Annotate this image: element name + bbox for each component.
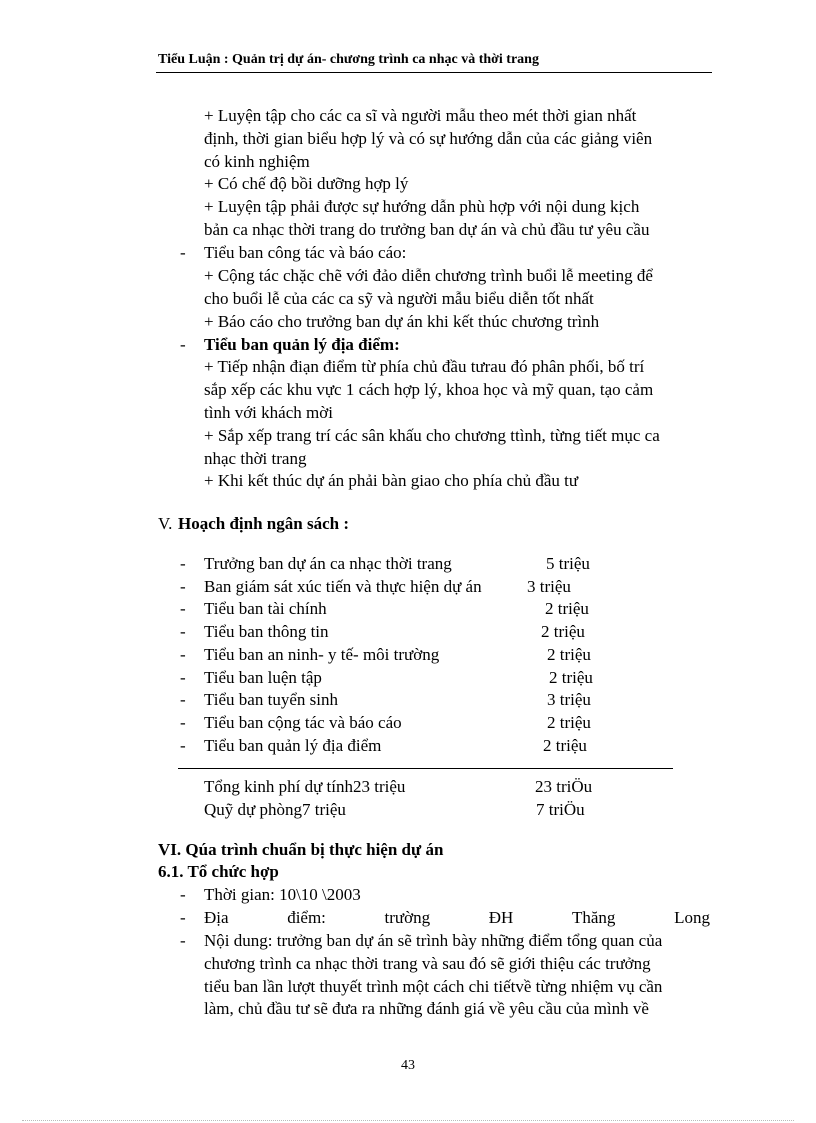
- section-vi-title: VI. Qúa trình chuẩn bị thực hiện dự án: [158, 840, 444, 859]
- bullet-dash: -: [180, 668, 186, 687]
- budget-item-name: Tiểu ban tài chính: [204, 599, 327, 618]
- place-word: ĐH: [488, 908, 514, 927]
- bullet-dash: -: [180, 645, 186, 664]
- section-v-number: V.: [158, 514, 173, 533]
- time-line: Thời gian: 10\10 \2003: [204, 885, 361, 904]
- place-word: trường: [384, 908, 431, 927]
- budget-item-amount: 2 triệu: [547, 713, 591, 732]
- bullet-dash: -: [180, 554, 186, 573]
- reserve-amount: 7 triÖu: [536, 800, 585, 819]
- place-word: Địa: [204, 908, 229, 927]
- bullet-dash: -: [180, 599, 186, 618]
- p1-line: có kinh nghiệm: [204, 152, 310, 171]
- budget-item-amount: 2 triệu: [549, 668, 593, 687]
- budget-item-name: Tiểu ban quản lý địa điểm: [204, 736, 382, 755]
- header-rule: [156, 72, 712, 73]
- bullet-dash: -: [180, 736, 186, 755]
- budget-item-amount: 2 triệu: [545, 599, 589, 618]
- budget-item-amount: 3 triệu: [547, 690, 591, 709]
- bullet-dash: -: [180, 243, 186, 262]
- content-line: làm, chủ đầu tư sẽ đưa ra những đánh giá về yêu cầu của mình về: [204, 999, 649, 1018]
- baocao-line: + Báo cáo cho trưởng ban dự án khi kết thúc chương trình: [204, 312, 600, 331]
- diadiem-line: sắp xếp các khu vực 1 cách hợp lý, khoa học và mỹ quan, tạo cảm: [204, 380, 654, 399]
- budget-item-name: Tiểu ban cộng tác và báo cáo: [204, 713, 402, 732]
- p1-line: + Có chế độ bồi dưỡng hợp lý: [204, 174, 409, 193]
- bullet-dash: -: [180, 335, 186, 354]
- budget-item-amount: 2 triệu: [541, 622, 585, 641]
- budget-item-name: Trưởng ban dự án ca nhạc thời trang: [204, 554, 452, 573]
- bullet-dash: -: [180, 931, 186, 950]
- total-label: Tổng kinh phí dự tính23 triệu: [204, 777, 406, 796]
- document-header: Tiểu Luận : Quản trị dự án- chương trình ca nhạc và thời trang: [158, 52, 539, 67]
- diadiem-line: + Sắp xếp trang trí các sân khấu cho chương ttình, từng tiết mục ca: [204, 426, 660, 445]
- bullet-dash: -: [180, 908, 186, 927]
- reserve-label: Quỹ dự phòng7 triệu: [204, 800, 346, 819]
- total-amount: 23 triÖu: [535, 777, 593, 796]
- place-line: [204, 908, 710, 928]
- baocao-line: + Cộng tác chặc chẽ với đảo diễn chương trình buổi lễ meeting để: [204, 266, 653, 285]
- diadiem-line: nhạc thời trang: [204, 449, 307, 468]
- budget-item-amount: 2 triệu: [547, 645, 591, 664]
- page-bottom-border: [22, 1120, 794, 1121]
- diadiem-line: + Khi kết thúc dự án phải bàn giao cho phía chủ đầu tư: [204, 471, 579, 490]
- diadiem-line: + Tiếp nhận điạn điểm từ phía chủ đầu tưrau đó phân phối, bố trí: [204, 357, 645, 376]
- budget-item-amount: 3 triệu: [527, 577, 571, 596]
- baocao-line: cho buổi lễ của các ca sỹ và người mẫu biểu diễn tốt nhất: [204, 289, 594, 308]
- bullet-dash: -: [180, 713, 186, 732]
- diadiem-line: tình với khách mời: [204, 403, 333, 422]
- bullet-dash: -: [180, 622, 186, 641]
- place-word: Long: [674, 908, 710, 927]
- budget-item-name: Tiểu ban an ninh- y tế- môi trường: [204, 645, 440, 664]
- page-number: 43: [401, 1058, 415, 1073]
- budget-item-name: Tiểu ban luện tập: [204, 668, 322, 687]
- section-diadiem-title: Tiểu ban quản lý địa điểm:: [204, 335, 400, 354]
- bullet-dash: -: [180, 690, 186, 709]
- budget-item-amount: 2 triệu: [543, 736, 587, 755]
- bullet-dash: -: [180, 885, 186, 904]
- p1-line: + Luyện tập phải được sự hướng dẫn phù hợp với nội dung kịch: [204, 197, 640, 216]
- budget-item-amount: 5 triệu: [546, 554, 590, 573]
- budget-item-name: Ban giám sát xúc tiến và thực hiện dự án: [204, 577, 482, 596]
- p1-line: bản ca nhạc thời trang do trưởng ban dự án và chủ đầu tư yêu cầu: [204, 220, 650, 239]
- content-line: Nội dung: trưởng ban dự án sẽ trình bày những điểm tổng quan của: [204, 931, 663, 950]
- content-line: chương trình ca nhạc thời trang và sau đó sẽ giới thiệu các trưởng: [204, 954, 651, 973]
- bullet-dash: -: [180, 577, 186, 596]
- budget-item-name: Tiểu ban tuyển sinh: [204, 690, 338, 709]
- section-v-title: Hoạch định ngân sách :: [178, 514, 349, 533]
- summary-rule: [178, 768, 673, 769]
- p1-line: + Luyện tập cho các ca sĩ và người mẫu theo mét thời gian nhất: [204, 106, 637, 125]
- section-6-1-title: 6.1. Tổ chức hợp: [158, 862, 279, 881]
- place-word: Thăng: [571, 908, 616, 927]
- budget-item-name: Tiểu ban thông tin: [204, 622, 329, 641]
- section-baocao-title: Tiểu ban công tác và báo cáo:: [204, 243, 407, 262]
- content-line: tiểu ban lần lượt thuyết trình một cách chi tiếtvề từng nhiệm vụ cần: [204, 977, 663, 996]
- place-word: điểm:: [287, 908, 326, 927]
- p1-line: định, thời gian biểu hợp lý và có sự hướng dẫn của các giảng viên: [204, 129, 653, 148]
